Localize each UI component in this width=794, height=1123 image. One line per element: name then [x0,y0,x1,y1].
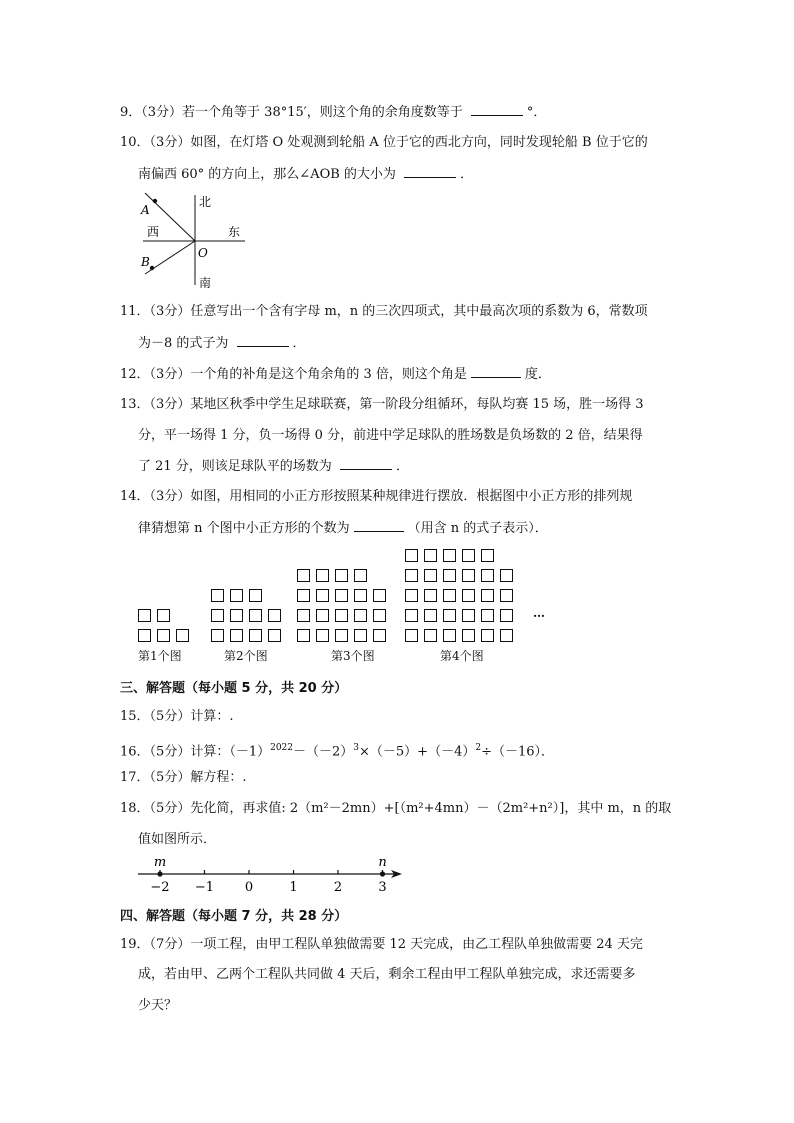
small-square [230,629,243,642]
q16-exponent-1: 2022 [270,743,293,753]
answer-blank[interactable] [471,365,521,378]
small-square [373,589,386,602]
answer-blank[interactable] [404,165,456,178]
q12-text: 12．（3分）一个角的补角是这个角余角的 3 倍，则这个角是 [120,367,467,382]
tick-label: 3 [378,880,387,895]
label-a: A [141,203,150,217]
square-figure-2 [211,548,291,642]
square-figure-1 [138,548,208,642]
small-square [443,569,456,582]
small-square [316,609,329,622]
caption-figure-2: 第2个图 [224,649,268,663]
small-square [176,629,189,642]
label-o: O [198,246,208,260]
question-13-line3 [138,457,409,476]
question-19-line2: 成，若由甲、乙两个工程队共同做 4 天后，剩余工程由甲工程队单独完成，求还需要多 [138,967,636,982]
q14-suffix: （用含 n 的式子表示）． [407,521,548,536]
small-square [481,549,494,562]
small-square [211,629,224,642]
small-square [157,629,170,642]
answer-blank[interactable] [340,457,392,470]
question-10-line1: 10．（3分）如图，在灯塔 O 处观测到轮船 A 位于它的西北方向，同时发现轮船 B 位于它的 [120,135,648,150]
question-17: 17．（5分）解方程：. [120,770,247,785]
small-square [443,589,456,602]
small-square [424,629,437,642]
small-square [354,569,367,582]
q14-text: 律猜想第 n 个图中小正方形的个数为 [138,521,350,536]
small-square [335,589,348,602]
small-square [481,589,494,602]
small-square [462,609,475,622]
small-square [500,629,513,642]
small-square [481,569,494,582]
small-square [500,589,513,602]
small-square [211,609,224,622]
q16-exponent-3: 2 [475,743,482,753]
point-b [150,266,154,270]
small-square [316,569,329,582]
label-west: 西 [147,225,160,239]
small-square [230,609,243,622]
small-square [462,569,475,582]
small-square [138,629,151,642]
small-square [157,609,170,622]
small-square [297,629,310,642]
small-square [316,629,329,642]
small-square [405,569,418,582]
q13-text: 了 21 分，则该足球队平的场数为 [138,459,336,474]
label-m: m [153,855,167,870]
small-square [443,609,456,622]
label-b: B [141,255,150,269]
small-square [405,609,418,622]
q16-exponent-2: 3 [353,743,360,753]
small-square [462,629,475,642]
small-square [211,589,224,602]
small-square [297,569,310,582]
answer-blank[interactable] [471,103,523,116]
question-18-line1: 18．（5分）先化简，再求值: 2（m²－2mn）+[（m²+4mn）－（2m²+n²）]，其中 m，n 的取 [120,801,672,816]
small-square [481,629,494,642]
small-square [462,589,475,602]
q11-suffix: ． [292,336,306,351]
small-square [405,629,418,642]
small-square [354,609,367,622]
small-square [354,629,367,642]
small-square [138,609,151,622]
question-11-line1: 11．（3分）任意写出一个含有字母 m，n 的三次四项式，其中最高次项的系数为 6，常数项 [120,304,648,319]
small-square [424,569,437,582]
point-a [153,199,157,203]
question-14-line1: 14．（3分）如图，用相同的小正方形按照某种规律进行摆放．根据图中小正方形的排列规 [120,489,633,504]
q13-suffix: ． [395,459,409,474]
section-heading-4: 四、解答题（每小题 7 分，共 28 分） [120,909,348,924]
answer-blank[interactable] [354,519,404,532]
small-square [405,589,418,602]
tick-label: −2 [150,880,170,895]
small-square [268,629,281,642]
label-north: 北 [199,195,212,209]
question-13-line1: 13．（3分）某地区秋季中学生足球联赛，第一阶段分组循环，每队均赛 15 场，胜一场得 3 [120,397,644,412]
small-square [405,549,418,562]
small-square [481,609,494,622]
q10-suffix: ． [460,167,474,182]
small-square [462,549,475,562]
number-line [130,850,410,896]
small-square [354,589,367,602]
answer-blank[interactable] [237,334,289,347]
square-figure-4 [405,548,525,642]
small-square [424,609,437,622]
question-9 [120,103,546,122]
small-square [268,609,281,622]
tick-label: 2 [333,880,343,895]
small-square [335,569,348,582]
small-square [373,609,386,622]
small-square [249,589,262,602]
question-11-line2 [138,334,306,353]
caption-figure-1: 第1个图 [138,649,182,663]
small-square [316,589,329,602]
small-square [500,569,513,582]
small-square [249,629,262,642]
question-19-line1: 19．（7分）一项工程，由甲工程队单独做需要 12 天完成，由乙工程队单独做需要 24 天完 [120,937,643,952]
tick-label: −1 [194,880,215,895]
q11-text: 为－8 的式子为 [138,336,233,351]
q16-part-b: －（－2） [293,744,354,760]
q10-text: 南偏西 60° 的方向上，那么∠AOB 的大小为 [138,167,401,182]
question-18-line2: 值如图所示． [138,832,217,847]
small-square [373,629,386,642]
small-square [297,589,310,602]
square-figure-3 [297,548,397,642]
small-square [335,609,348,622]
question-10-line2 [138,165,473,184]
small-square [500,609,513,622]
tick-label: 0 [244,880,254,895]
small-square [424,589,437,602]
label-east: 东 [228,225,241,239]
point-n [380,871,385,876]
q16-part-d: ÷（－16）． [481,744,555,760]
question-13-line2: 分，平一场得 1 分，负一场得 0 分，前进中学足球队的胜场数是负场数的 2 倍，结果得 [138,428,643,443]
small-square [297,609,310,622]
tick-label: 1 [289,880,298,895]
section-heading-3: 三、解答题（每小题 5 分，共 20 分） [120,681,348,696]
question-16 [120,739,554,761]
small-square [424,549,437,562]
q16-part-a: 16．（5分）计算：（－1） [120,744,271,760]
compass-figure [135,190,255,290]
question-12 [120,365,551,384]
small-square [443,549,456,562]
q9-text: 9．（3分）若一个角等于 38°15′，则这个角的余角度数等于 [120,105,467,120]
ellipsis: … [533,606,545,620]
small-square [230,589,243,602]
label-south: 南 [199,276,212,290]
small-square [443,629,456,642]
question-14-line2 [138,519,548,538]
small-square [335,629,348,642]
question-15: 15．（5分）计算：. [120,709,234,724]
label-n: n [378,855,387,870]
small-square [249,609,262,622]
q12-suffix: 度． [524,367,551,382]
caption-figure-4: 第4个图 [440,649,484,663]
caption-figure-3: 第3个图 [331,649,375,663]
question-19-line3: 少天？ [138,998,178,1013]
q9-suffix: °． [526,105,547,120]
q16-part-c: ×（－5）+（－4） [359,744,476,760]
point-m [157,871,162,876]
